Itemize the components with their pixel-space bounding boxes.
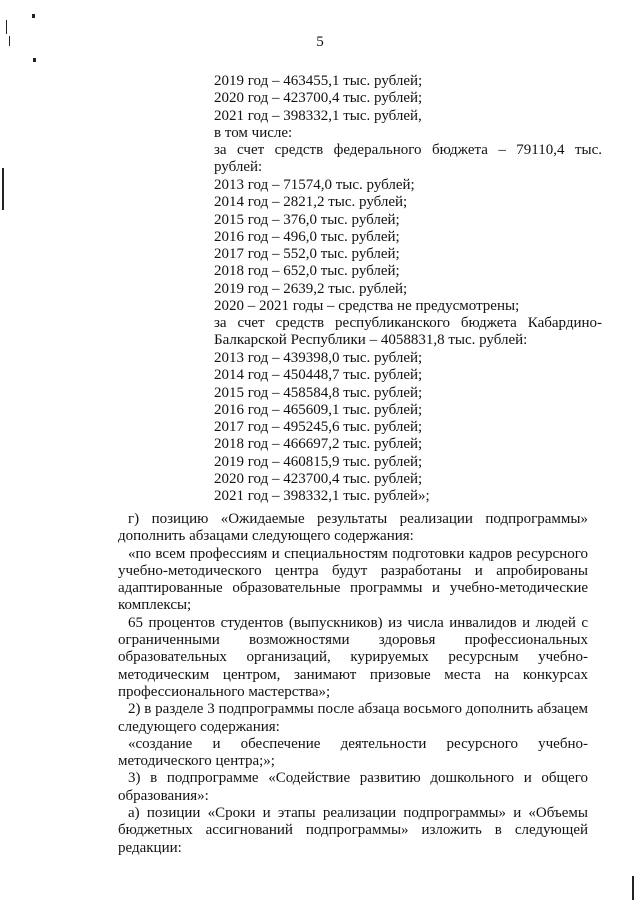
funding-line: 2015 год – 458584,8 тыс. рублей;: [214, 384, 423, 401]
paragraph: «по всем профессиям и специальностям подготовки кадров ресурсного учебно-методического центра будут разработаны и апробированы адаптированные образовательные программы и учебно-методические комплексы;: [118, 545, 588, 614]
funding-line: 2015 год – 376,0 тыс. рублей;: [214, 211, 400, 228]
funding-line: 2017 год – 552,0 тыс. рублей;: [214, 246, 400, 263]
funding-line: 2013 год – 71574,0 тыс. рублей;: [214, 177, 415, 193]
republic-header: за счет средств республиканского бюджета Кабардино-Балкарской Республики – 4058831,8 тыс. рублей:: [214, 315, 602, 349]
funding-line: 2014 год – 450448,7 тыс. рублей;: [214, 367, 423, 384]
paragraph: «создание и обеспечение деятельности ресурсного учебно-методического центра;»;: [118, 735, 588, 770]
scan-mark: [6, 20, 7, 34]
body-text: [118, 511, 588, 857]
funding-line: 2019 год – 2639,2 тыс. рублей;: [214, 280, 408, 297]
scan-mark: [32, 14, 35, 18]
funding-block-federal: [214, 177, 519, 315]
funding-block-republic: [214, 350, 430, 506]
paragraph: 65 процентов студентов (выпускников) из числа инвалидов и людей с ограниченными возможностями здоровья профессиональных образовательных организаций, курируемых ресурсным учебно-методическим центром, занимают призовые места на конкурсах профессионального мастерства»;: [118, 614, 588, 700]
funding-line: 2021 год – 398332,1 тыс. рублей,: [214, 107, 422, 124]
page-number: 5: [316, 34, 324, 50]
scan-mark: [2, 168, 4, 210]
funding-line: 2016 год – 496,0 тыс. рублей;: [214, 228, 400, 245]
scan-mark: [632, 876, 634, 900]
funding-line: 2016 год – 465609,1 тыс. рублей;: [214, 401, 423, 418]
funding-line: 2013 год – 439398,0 тыс. рублей;: [214, 350, 423, 366]
funding-line: 2019 год – 463455,1 тыс. рублей;: [214, 73, 423, 89]
funding-line: 2019 год – 460815,9 тыс. рублей;: [214, 453, 423, 470]
paragraph: 3) в подпрограмме «Содействие развитию дошкольного и общего образования»:: [118, 770, 588, 804]
funding-line: 2017 год – 495245,6 тыс. рублей;: [214, 419, 423, 436]
funding-block-total: [214, 73, 422, 142]
funding-line: 2020 – 2021 годы – средства не предусмотрены;: [214, 298, 520, 315]
paragraph: г) позицию «Ожидаемые результаты реализации подпрограммы» дополнить абзацами следующего содержания:: [118, 511, 588, 545]
paragraph: 2) в разделе 3 подпрограммы после абзаца восьмого дополнить абзацем следующего содержания:: [118, 701, 588, 735]
paragraph: а) позиции «Сроки и этапы реализации подпрограммы» и «Объемы бюджетных ассигнований подпрограммы» изложить в следующей редакции:: [118, 805, 588, 856]
federal-header: за счет средств федерального бюджета – 79110,4 тыс. рублей:: [214, 142, 602, 176]
funding-line: в том числе:: [214, 124, 293, 141]
funding-line: 2018 год – 652,0 тыс. рублей;: [214, 263, 400, 280]
scan-mark: [33, 58, 36, 62]
funding-line: 2021 год – 398332,1 тыс. рублей»;: [214, 488, 430, 505]
funding-line: 2020 год – 423700,4 тыс. рублей;: [214, 90, 423, 107]
funding-line: 2014 год – 2821,2 тыс. рублей;: [214, 194, 408, 211]
funding-line: 2020 год – 423700,4 тыс. рублей;: [214, 471, 423, 488]
funding-line: 2018 год – 466697,2 тыс. рублей;: [214, 436, 423, 453]
